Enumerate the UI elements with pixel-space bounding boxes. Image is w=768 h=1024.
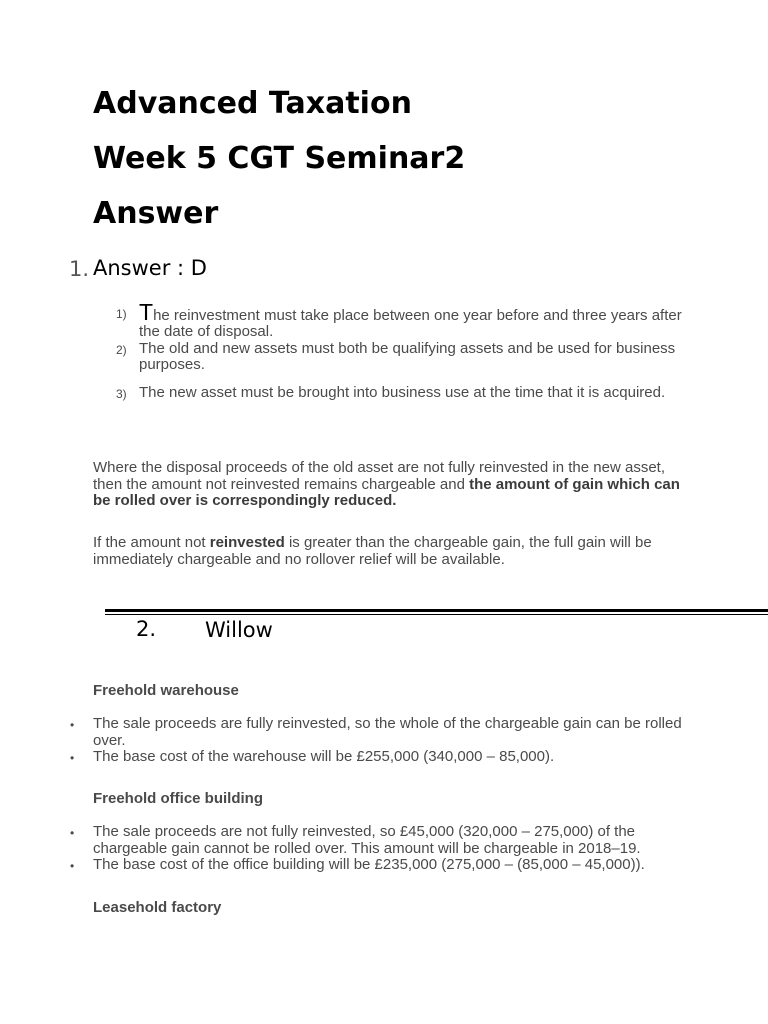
question-1-paragraph-reinvestment: Where the disposal proceeds of the old asset are not fully reinvested in the new asset, then the amount not reinvested remains chargeable and the amount of gain which can be rolled over is correspondingly reduced.: [93, 459, 680, 509]
condition-1-marker: 1): [116, 307, 127, 321]
office-bullet-1: The sale proceeds are not fully reinvested, so £45,000 (320,000 – 275,000) of the chargeable gain cannot be rolled over. This amount will be chargeable in 2018–19.: [93, 823, 641, 857]
condition-3-text: The new asset must be brought into business use at the time that it is acquired.: [139, 384, 666, 401]
condition-3-marker: 3): [116, 387, 127, 401]
section-leasehold-factory-title: Leasehold factory: [93, 899, 222, 916]
bullet-marker: •: [70, 826, 75, 840]
section-divider-thick: [105, 609, 768, 612]
section-freehold-warehouse-title: Freehold warehouse: [93, 682, 239, 699]
title-week: Week 5 CGT Seminar2: [93, 141, 466, 176]
condition-1-drop-letter: T: [139, 299, 154, 325]
condition-1-text: The reinvestment must take place between one year before and three years after the date of disposal.: [139, 299, 682, 340]
bullet-marker: •: [70, 751, 75, 765]
question-1-paragraph-amount-not-reinvested: If the amount not reinvested is greater than the chargeable gain, the full gain will be immediately chargeable and no rollover relief will be available.: [93, 534, 652, 568]
question-2-number: 2.: [136, 617, 157, 641]
title-course: Advanced Taxation: [93, 86, 412, 121]
warehouse-bullet-2: The base cost of the warehouse will be £255,000 (340,000 – 85,000).: [93, 748, 555, 765]
title-answer: Answer: [93, 196, 219, 231]
warehouse-bullet-1: The sale proceeds are fully reinvested, so the whole of the chargeable gain can be rolled over.: [93, 715, 682, 749]
condition-2-marker: 2): [116, 343, 127, 357]
question-2-heading: Willow: [205, 618, 273, 642]
bullet-marker: •: [70, 718, 75, 732]
question-1-heading: Answer : D: [93, 256, 207, 280]
office-bullet-2: The base cost of the office building will be £235,000 (275,000 – (85,000 – 45,000)).: [93, 856, 645, 873]
question-1-number: 1.: [69, 257, 90, 281]
condition-2-text: The old and new assets must both be qualifying assets and be used for business purposes.: [139, 340, 676, 373]
section-divider-thin: [105, 614, 768, 615]
bullet-marker: •: [70, 859, 75, 873]
section-freehold-office-title: Freehold office building: [93, 790, 263, 807]
